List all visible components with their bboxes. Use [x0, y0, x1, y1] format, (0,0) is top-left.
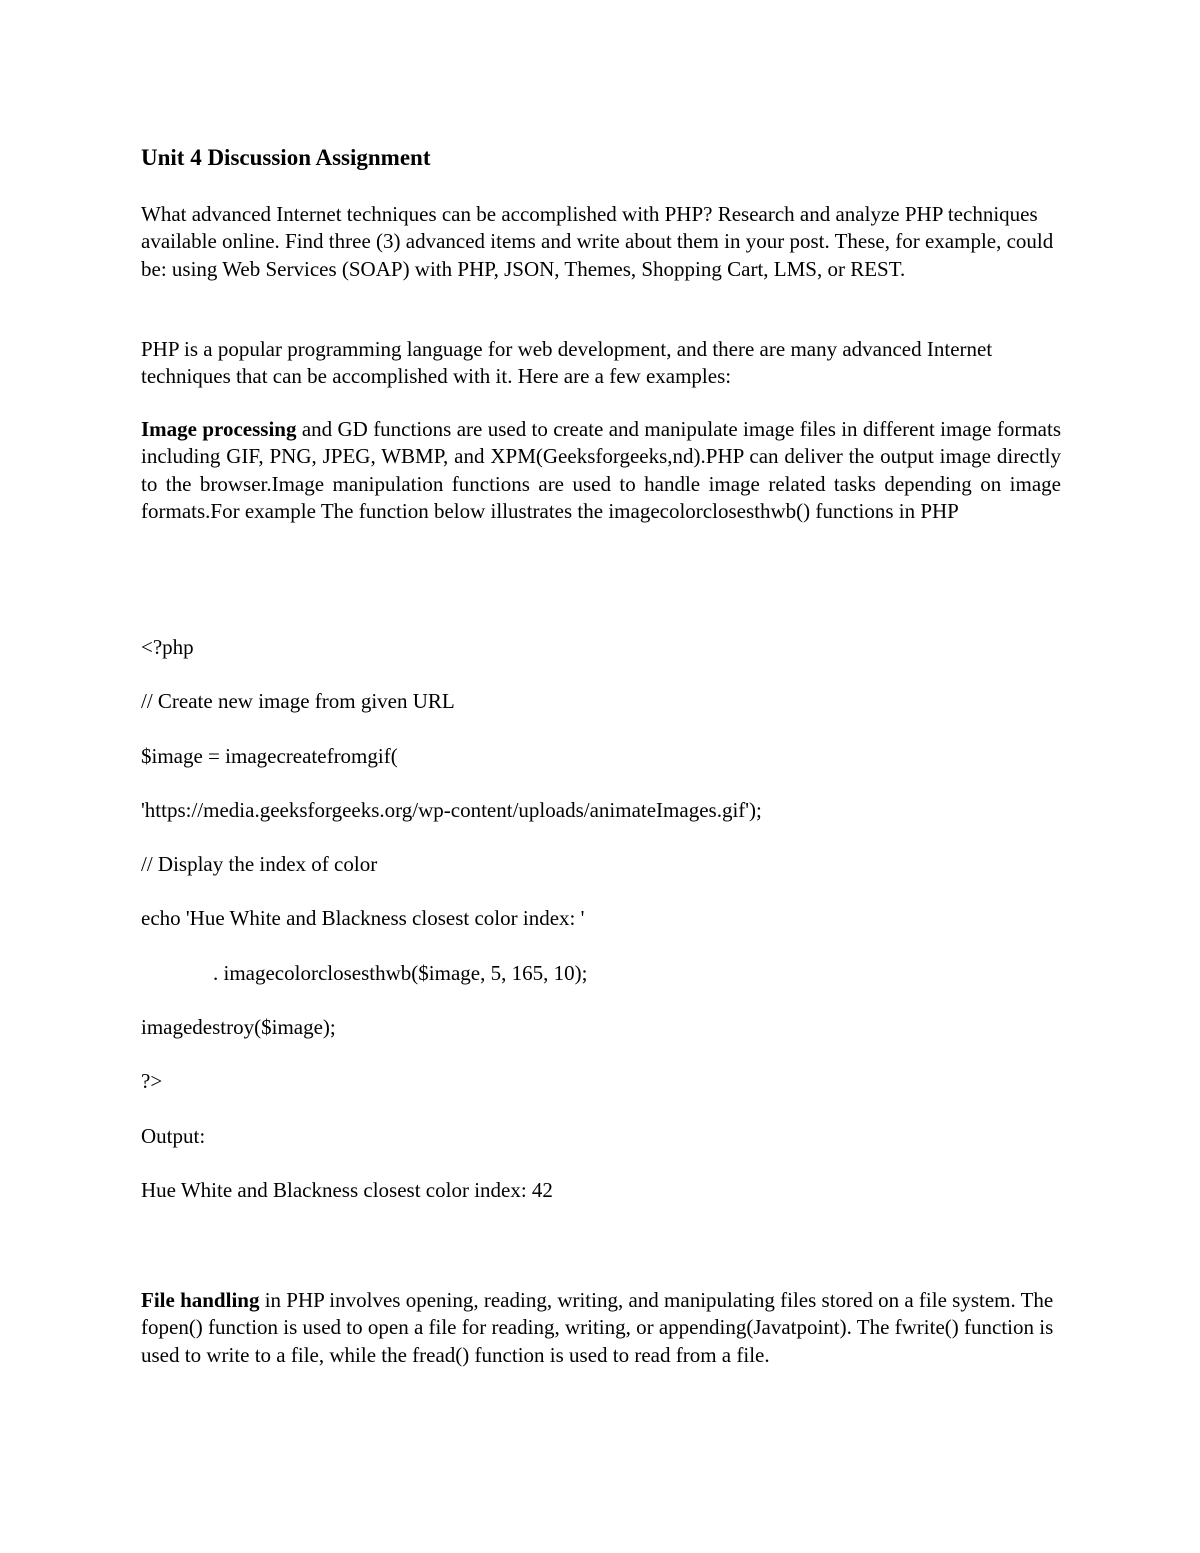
file-handling-paragraph [141, 1287, 1061, 1369]
code-assign: $image = imagecreatefromgif( [141, 744, 398, 768]
image-processing-heading: Image processing [141, 417, 297, 441]
code-open-tag: <?php [141, 635, 194, 659]
output-value: Hue White and Blackness closest color index: 42 [141, 1178, 553, 1202]
image-processing-paragraph [141, 416, 1061, 525]
file-handling-heading: File handling [141, 1288, 260, 1312]
assignment-prompt: What advanced Internet techniques can be accomplished with PHP? Research and analyze PHP techniques available online. Find three (3) advanced items and write about them in your post. These, for example, could be: using Web Services (SOAP) with PHP, JSON, Themes, Shopping Cart, LMS, or REST. [141, 202, 1054, 281]
document-title: Unit 4 Discussion Assignment [141, 145, 431, 170]
code-comment-create: // Create new image from given URL [141, 689, 455, 713]
code-comment-display: // Display the index of color [141, 852, 378, 876]
file-handling-body: in PHP involves opening, reading, writing, and manipulating files stored on a file system. The fopen() function is used to open a file for reading, writing, or appending(Javatpoint). The fwrite() function is used to write to a file, while the fread() function is used to read from a file. [141, 1288, 1054, 1367]
output-label: Output: [141, 1124, 206, 1148]
code-close-tag: ?> [141, 1069, 163, 1093]
code-destroy: imagedestroy($image); [141, 1015, 336, 1039]
code-echo: echo 'Hue White and Blackness closest color index: ' [141, 906, 585, 930]
code-url-arg: 'https://media.geeksforgeeks.org/wp-content/uploads/animateImages.gif'); [141, 798, 762, 822]
intro-paragraph: PHP is a popular programming language for web development, and there are many advanced Internet techniques that can be accomplished with it. Here are a few examples: [141, 337, 993, 389]
image-processing-body: and GD functions are used to create and manipulate image files in different image formats including GIF, PNG, JPEG, WBMP, and XPM(Geeksforgeeks,nd).PHP can deliver the output image directly to the browser.Image manipulation functions are used to handle image related tasks depending on image formats.For example The function below illustrates the imagecolorclosesthwb() functions in PHP [141, 417, 1062, 523]
code-concat: . imagecolorclosesthwb($image, 5, 165, 10); [213, 961, 588, 985]
